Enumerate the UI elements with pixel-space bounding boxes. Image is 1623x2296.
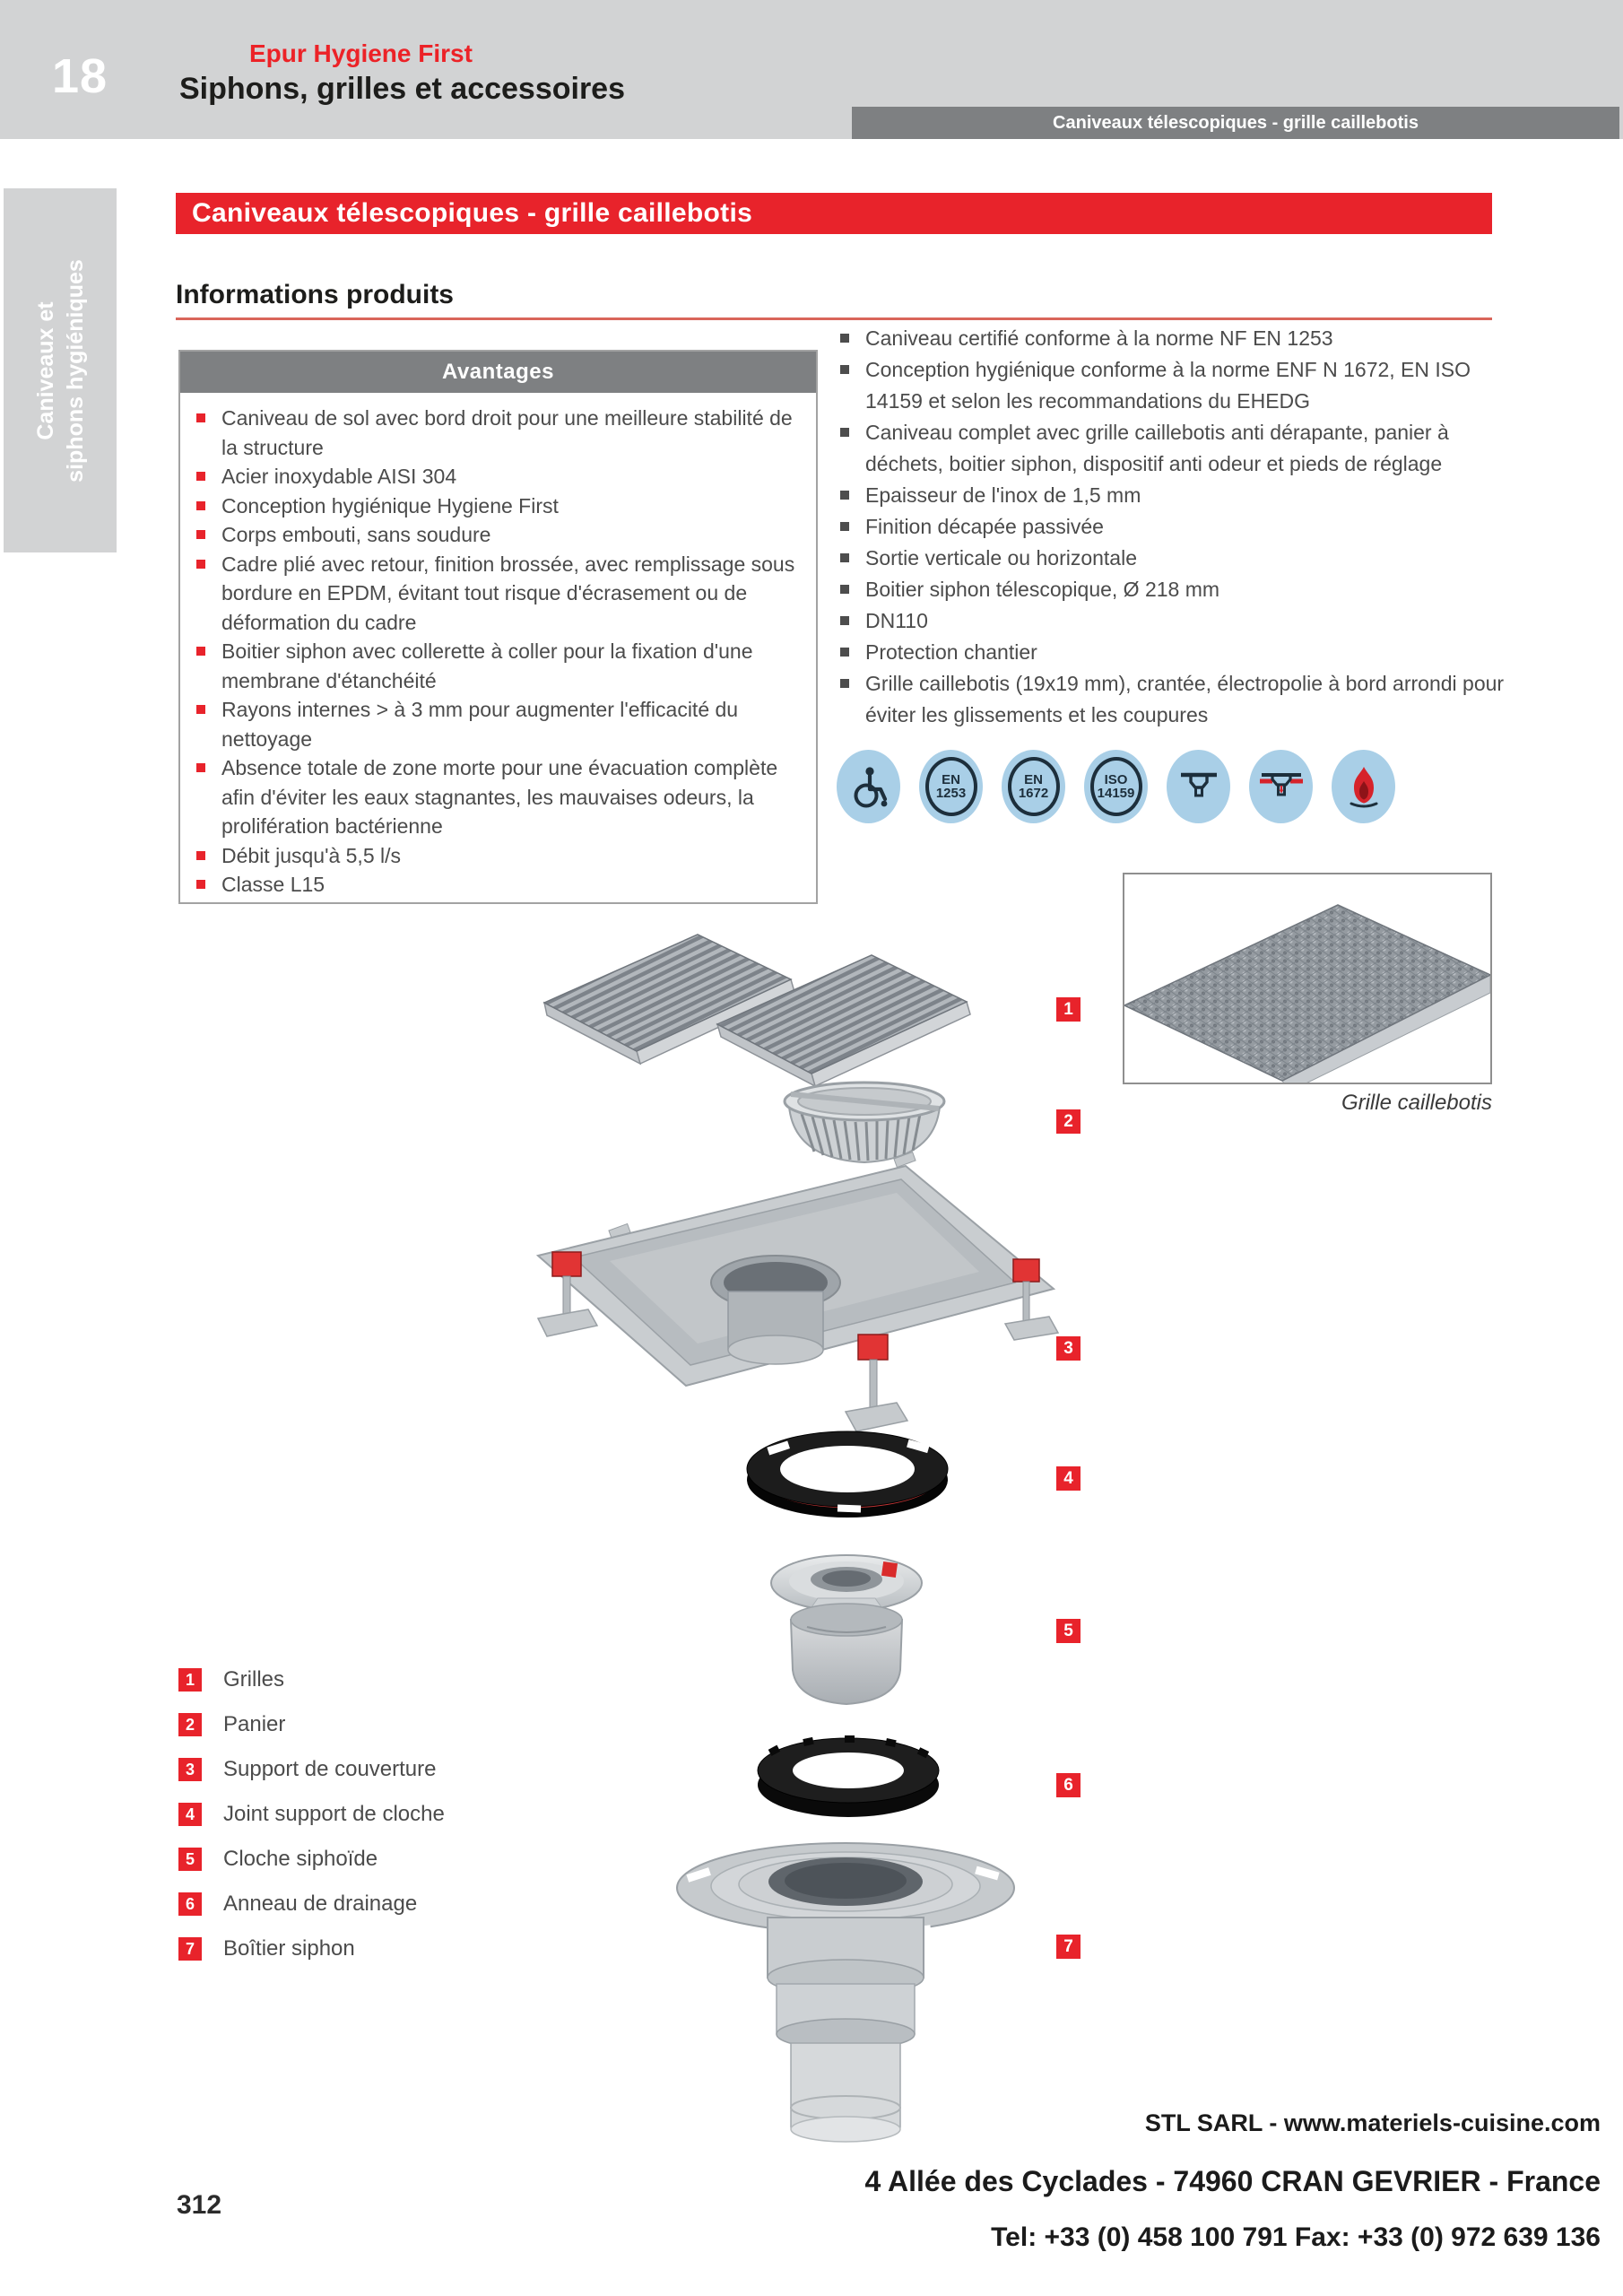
advantage-text: Cadre plié avec retour, finition brossée, avec remplissage sous bordure en EPDM, évitant tout risque d'écrasement ou de déformation du cadre xyxy=(221,552,795,634)
advantages-header xyxy=(180,352,816,393)
bullet-icon xyxy=(196,705,205,714)
feature-item xyxy=(838,417,1509,480)
chapter-number: 18 xyxy=(52,49,108,103)
feature-text: Grille caillebotis (19x19 mm), crantée, électropolie à bord arrondi pour éviter les glissements et les coupures xyxy=(865,672,1505,726)
feature-text: DN110 xyxy=(865,609,928,632)
norm-line1: ISO xyxy=(1104,772,1128,787)
marker-4: 4 xyxy=(1056,1466,1081,1491)
feature-item xyxy=(838,511,1509,543)
advantage-text: Corps embouti, sans soudure xyxy=(221,523,491,546)
footer-company: STL SARL - www.materiels-cuisine.com xyxy=(1144,2109,1601,2136)
advantages-list xyxy=(180,393,816,900)
marker-3: 3 xyxy=(1056,1336,1081,1361)
flame-icon xyxy=(1347,765,1381,808)
feature-item xyxy=(838,480,1509,511)
legend-number: 2 xyxy=(178,1713,202,1736)
bullet-icon xyxy=(840,616,849,625)
bullet-icon xyxy=(196,413,205,422)
banner-title: Caniveaux télescopiques - grille caillebotis xyxy=(192,198,753,228)
sidebar-tab-line1: Caniveaux et xyxy=(32,300,58,440)
legend-label: Cloche siphoïde xyxy=(223,1847,378,1871)
feature-item xyxy=(838,354,1509,417)
legend-row xyxy=(178,1937,445,1961)
bullet-icon xyxy=(196,472,205,481)
wheelchair-icon xyxy=(849,765,889,808)
bell-support-seal-image xyxy=(747,1431,948,1518)
info-heading: Informations produits xyxy=(176,280,454,309)
sidebar-tab-line2: siphons hygiéniques xyxy=(62,258,87,483)
marker-1: 1 xyxy=(1056,997,1081,1022)
footer-address: 4 Allée des Cyclades - 74960 CRAN GEVRIER - France xyxy=(864,2165,1601,2197)
norm-badge-en1253 xyxy=(919,750,983,823)
bullet-icon xyxy=(196,647,205,656)
norm-circle xyxy=(1090,757,1142,816)
advantage-text: Classe L15 xyxy=(221,873,325,896)
bullet-icon xyxy=(840,491,849,500)
feature-text: Caniveau complet avec grille caillebotis anti dérapante, panier à déchets, boitier siphon, dispositif anti odeur et pieds de réglage xyxy=(865,421,1449,475)
legend xyxy=(178,1668,445,1982)
badges-row xyxy=(837,750,1395,823)
norm-line1: EN xyxy=(942,772,960,787)
bullet-icon xyxy=(840,428,849,437)
bullet-icon xyxy=(840,522,849,531)
feature-item xyxy=(838,637,1509,668)
advantage-item xyxy=(195,870,803,900)
features-column xyxy=(812,323,1509,731)
feature-text: Caniveau certifié conforme à la norme NF EN 1253 xyxy=(865,326,1333,350)
grating-image xyxy=(1124,874,1490,1083)
advantage-text: Absence totale de zone morte pour une évacuation complète afin d'éviter les eaux stagnantes, les mauvaises odeurs, la prolifération bactérienne xyxy=(221,756,778,838)
advantages-title: Avantages xyxy=(442,360,554,384)
horizontal-outlet-icon xyxy=(1260,768,1303,805)
feature-text: Conception hygiénique conforme à la norme ENF N 1672, EN ISO 14159 et selon les recommandations du EHEDG xyxy=(865,358,1471,413)
legend-number: 5 xyxy=(178,1848,202,1871)
legend-number: 7 xyxy=(178,1937,202,1961)
advantage-text: Acier inoxydable AISI 304 xyxy=(221,465,457,488)
page-title: Siphons, grilles et accessoires xyxy=(179,72,626,106)
norm-badge-iso14159 xyxy=(1084,750,1148,823)
bullet-icon xyxy=(196,851,205,860)
advantage-item xyxy=(195,637,803,695)
bullet-icon xyxy=(196,763,205,772)
advantage-text: Rayons internes > à 3 mm pour augmenter l'efficacité du nettoyage xyxy=(221,698,739,751)
page-number: 312 xyxy=(177,2190,222,2220)
norm-line2: 14159 xyxy=(1097,786,1135,801)
feature-item xyxy=(838,668,1509,731)
marker-7: 7 xyxy=(1056,1935,1081,1959)
legend-number: 1 xyxy=(178,1668,202,1692)
feature-item xyxy=(838,574,1509,605)
legend-row xyxy=(178,1668,445,1692)
advantage-item xyxy=(195,753,803,841)
legend-number: 3 xyxy=(178,1758,202,1781)
advantage-text: Boitier siphon avec collerette à coller pour la fixation d'une membrane d'étanchéité xyxy=(221,639,753,692)
features-list xyxy=(812,323,1509,731)
advantage-text: Caniveau de sol avec bord droit pour une meilleure stabilité de la structure xyxy=(221,406,793,459)
feature-text: Finition décapée passivée xyxy=(865,515,1104,538)
legend-row xyxy=(178,1713,445,1736)
advantage-item xyxy=(195,520,803,550)
fire-resistance-badge xyxy=(1332,750,1395,823)
legend-label: Panier xyxy=(223,1712,286,1736)
banner xyxy=(176,193,1492,234)
accessibility-badge xyxy=(837,750,900,823)
legend-row xyxy=(178,1803,445,1826)
sidebar-tab xyxy=(4,188,117,552)
legend-label: Joint support de cloche xyxy=(223,1802,445,1826)
norm-badge-en1672 xyxy=(1002,750,1065,823)
advantage-item xyxy=(195,695,803,753)
legend-label: Anneau de drainage xyxy=(223,1892,418,1916)
horizontal-outlet-badge xyxy=(1249,750,1313,823)
legend-number: 4 xyxy=(178,1803,202,1826)
bullet-icon xyxy=(196,560,205,569)
norm-line2: 1253 xyxy=(935,786,967,801)
bullet-icon xyxy=(840,648,849,657)
bullet-icon xyxy=(196,530,205,539)
grating-figure xyxy=(1123,873,1492,1084)
bullet-icon xyxy=(840,365,849,374)
feature-text: Boitier siphon télescopique, Ø 218 mm xyxy=(865,578,1220,601)
advantage-item xyxy=(195,462,803,491)
siphon-housing-image xyxy=(677,1843,1014,2142)
bullet-icon xyxy=(840,585,849,594)
marker-5: 5 xyxy=(1056,1619,1081,1643)
advantage-item xyxy=(195,841,803,871)
siphon-bell-image xyxy=(771,1555,922,1704)
footer-phone: Tel: +33 (0) 458 100 791 Fax: +33 (0) 972 639 136 xyxy=(991,2222,1601,2252)
advantages-box xyxy=(178,350,818,904)
feature-item xyxy=(838,323,1509,354)
legend-label: Boîtier siphon xyxy=(223,1936,355,1961)
advantage-text: Conception hygiénique Hygiene First xyxy=(221,493,559,517)
legend-number: 6 xyxy=(178,1892,202,1916)
figure-caption: Grille caillebotis xyxy=(1341,1091,1492,1115)
vertical-outlet-icon xyxy=(1179,769,1219,804)
legend-row xyxy=(178,1892,445,1916)
advantage-item xyxy=(195,550,803,638)
legend-row xyxy=(178,1758,445,1781)
legend-label: Support de couverture xyxy=(223,1757,437,1781)
header-tab-label: Caniveaux télescopiques - grille caillebotis xyxy=(1053,112,1419,133)
norm-line1: EN xyxy=(1024,772,1043,787)
header-tab xyxy=(852,107,1619,139)
norm-circle xyxy=(925,757,977,816)
norm-line2: 1672 xyxy=(1018,786,1049,801)
exploded-view-diagram xyxy=(502,897,1085,2197)
bullet-icon xyxy=(840,679,849,688)
feature-text: Protection chantier xyxy=(865,640,1037,664)
grating-panels-image xyxy=(544,935,970,1086)
vertical-outlet-badge xyxy=(1167,750,1230,823)
legend-label: Grilles xyxy=(223,1667,285,1692)
adjustable-foot xyxy=(846,1335,907,1431)
feature-text: Sortie verticale ou horizontale xyxy=(865,546,1137,570)
norm-circle xyxy=(1008,757,1060,816)
advantage-item xyxy=(195,491,803,521)
marker-6: 6 xyxy=(1056,1773,1081,1797)
bullet-icon xyxy=(196,501,205,510)
advantage-item xyxy=(195,404,803,462)
marker-2: 2 xyxy=(1056,1109,1081,1134)
bullet-icon xyxy=(196,880,205,889)
advantage-text: Débit jusqu'à 5,5 l/s xyxy=(221,843,402,867)
basket-image xyxy=(785,1083,944,1162)
brand-title: Epur Hygiene First xyxy=(249,39,473,67)
feature-item xyxy=(838,543,1509,574)
heading-rule xyxy=(176,317,1492,320)
legend-row xyxy=(178,1848,445,1871)
bullet-icon xyxy=(840,553,849,562)
bullet-icon xyxy=(840,334,849,343)
feature-text: Epaisseur de l'inox de 1,5 mm xyxy=(865,483,1141,507)
drainage-ring-image xyxy=(758,1735,939,1817)
feature-item xyxy=(838,605,1509,637)
channel-body-image xyxy=(538,1152,1058,1431)
sidebar-tab-label xyxy=(31,259,90,483)
